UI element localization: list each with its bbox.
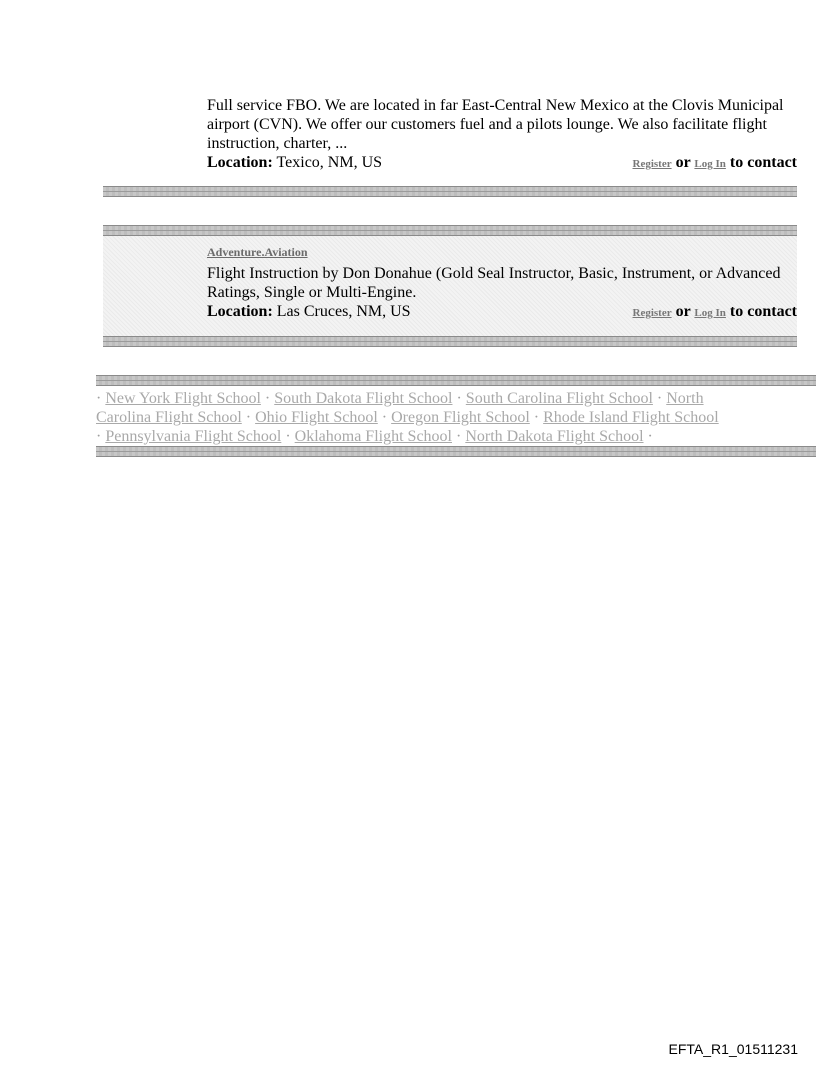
school-links [96, 389, 726, 446]
school-link[interactable]: Pennsylvania Flight School [105, 428, 282, 445]
listing-1-location-row [207, 153, 797, 172]
contact-prompt [633, 302, 798, 323]
location-value: Texico, NM, US [276, 154, 383, 171]
link-separator: · [285, 428, 295, 445]
contact-suffix: to contact [729, 154, 797, 171]
location-label: Location: [207, 303, 273, 320]
school-link[interactable]: South Carolina Flight School [465, 390, 653, 407]
school-link[interactable]: North Carolina Flight School [96, 390, 704, 426]
contact-prompt [633, 153, 798, 174]
document-id: EFTA_R1_01511231 [668, 1041, 798, 1057]
link-separator: · [647, 428, 653, 445]
school-link[interactable]: New York Flight School [105, 390, 261, 407]
divider-bar [103, 336, 797, 347]
link-separator: · [533, 409, 544, 426]
school-link[interactable]: North Dakota Flight School [465, 428, 644, 445]
listing-2-description: Flight Instruction by Don Donahue (Gold Seal Instructor, Basic, Instrument, or Advanced Ratings, Single or Multi-Engine. [207, 265, 781, 301]
location-value: Las Cruces, NM, US [276, 303, 411, 320]
school-link[interactable]: Oregon Flight School [391, 409, 530, 426]
login-link[interactable]: Log In [694, 158, 726, 170]
link-separator: · [455, 428, 466, 445]
listing-1-description: Full service FBO. We are located in far East-Central New Mexico at the Clovis Municipal airport (CVN). We offer our customers fuel and a pilots lounge. We also facilitate flight instruction, charter, ... [207, 97, 784, 152]
divider-bar [96, 446, 816, 457]
or-text: or [675, 154, 691, 171]
school-link[interactable]: Ohio Flight School [255, 409, 378, 426]
school-link[interactable]: South Dakota Flight School [274, 390, 453, 407]
link-separator: · [656, 390, 667, 407]
login-link[interactable]: Log In [694, 307, 726, 319]
link-separator: · [456, 390, 466, 407]
link-separator: · [264, 390, 275, 407]
school-link[interactable]: Rhode Island Flight School [543, 409, 719, 426]
link-separator: · [245, 409, 256, 426]
divider-bar [103, 186, 797, 197]
divider-bar [96, 375, 816, 386]
school-name-link[interactable]: Adventure.Aviation [207, 245, 308, 259]
listing-1 [207, 96, 797, 172]
divider-bar [103, 225, 797, 236]
or-text: or [675, 303, 691, 320]
school-link[interactable]: Oklahoma Flight School [294, 428, 452, 445]
link-separator: · [381, 409, 392, 426]
register-link[interactable]: Register [632, 158, 672, 170]
link-separator: · [96, 390, 106, 407]
contact-suffix: to contact [729, 303, 797, 320]
listing-2-location-row [207, 302, 797, 321]
listing-2 [207, 264, 797, 321]
location-label: Location: [207, 154, 273, 171]
register-link[interactable]: Register [632, 307, 672, 319]
link-separator: · [96, 428, 106, 445]
